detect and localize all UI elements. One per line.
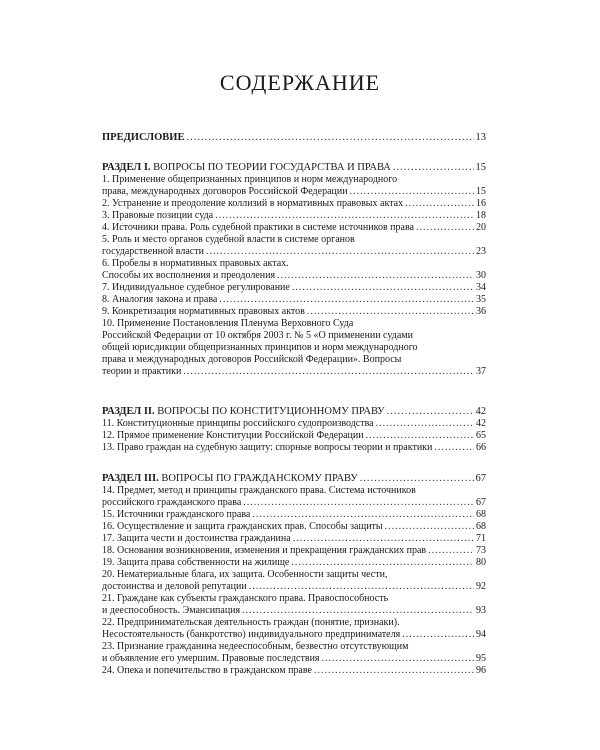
toc-page-number: 68 bbox=[476, 509, 486, 520]
toc-page-number: 23 bbox=[476, 246, 486, 257]
toc-leader bbox=[291, 557, 474, 569]
section-title: ВОПРОСЫ ПО ГРАЖДАНСКОМУ ПРАВУ bbox=[158, 473, 358, 484]
toc-page-number: 42 bbox=[476, 418, 486, 429]
toc-page-number: 95 bbox=[476, 653, 486, 664]
toc-entry[interactable] bbox=[102, 222, 486, 234]
toc-entry-line: 1. Применение общепризнанных принципов и норм международного bbox=[102, 174, 398, 185]
toc-leader bbox=[416, 222, 474, 234]
section-label: РАЗДЕЛ III. bbox=[102, 473, 159, 484]
toc-section-title bbox=[102, 161, 391, 174]
toc-entry[interactable] bbox=[102, 282, 486, 294]
toc-page-number: 67 bbox=[475, 473, 486, 484]
toc-leader bbox=[387, 405, 474, 418]
toc-page-number: 93 bbox=[476, 605, 486, 616]
toc-entry-title: Способы их восполнения и преодоления bbox=[102, 270, 276, 281]
toc-entry-line: 23. Признание гражданина недееспособным, безвестно отсутствующим bbox=[102, 641, 409, 652]
toc-section-1 bbox=[102, 161, 486, 378]
toc-entry-line: Российской Федерации от 10 октября 2003 г. № 5 «О применении судами bbox=[102, 330, 413, 341]
toc-leader bbox=[428, 545, 474, 557]
toc-entry-title: государственной власти bbox=[102, 246, 204, 257]
toc-entry[interactable] bbox=[102, 533, 486, 545]
toc-leader bbox=[307, 306, 474, 318]
toc-leader bbox=[186, 131, 473, 144]
toc-entry-title: 12. Прямое применение Конституции Российской Федерации bbox=[102, 430, 364, 441]
toc-leader bbox=[385, 521, 474, 533]
toc-leader bbox=[252, 509, 474, 521]
toc-page-number: 18 bbox=[476, 210, 486, 221]
toc-page-number: 15 bbox=[475, 162, 486, 173]
toc-section-2 bbox=[102, 405, 486, 454]
toc-entry-title: и объявление его умершим. Правовые последствия bbox=[102, 653, 320, 664]
toc-entry-line: 6. Пробелы в нормативных правовых актах. bbox=[102, 258, 289, 269]
toc-page-number: 13 bbox=[475, 132, 486, 143]
toc-entry-line: 20. Нематериальные блага, их защита. Особенности защиты чести, bbox=[102, 569, 388, 580]
toc-section-title bbox=[102, 472, 358, 485]
toc-entry-title: 9. Конкретизация нормативных правовых актов bbox=[102, 306, 305, 317]
toc-leader bbox=[292, 282, 474, 294]
toc-entry-title: 3. Правовые позиции суда bbox=[102, 210, 214, 221]
toc-entry[interactable] bbox=[102, 246, 486, 258]
toc-entry-title: 2. Устранение и преодоление коллизий в нормативных правовых актах bbox=[102, 198, 404, 209]
toc-entry-title: 4. Источники права. Роль судебной практики в системе источников права bbox=[102, 222, 414, 233]
toc-leader bbox=[393, 161, 474, 174]
toc-leader bbox=[405, 198, 474, 210]
toc-entry[interactable] bbox=[102, 306, 486, 318]
toc-leader bbox=[215, 210, 474, 222]
toc-entry-title: и дееспособность. Эмансипация bbox=[102, 605, 241, 616]
toc-leader bbox=[322, 653, 474, 665]
toc-page-number: 94 bbox=[476, 629, 486, 640]
toc-entry[interactable] bbox=[102, 497, 486, 509]
toc-entry[interactable] bbox=[102, 418, 486, 430]
toc-entry-title: 18. Основания возникновения, изменения и прекращения гражданских прав bbox=[102, 545, 427, 556]
toc-entry-title: Несостоятельность (банкротство) индивидуального предпринимателя bbox=[102, 629, 401, 640]
toc-entry-title: права, международных договоров Российской Федерации bbox=[102, 186, 348, 197]
toc-entry-title: ПРЕДИСЛОВИЕ bbox=[102, 132, 185, 143]
toc-leader bbox=[242, 605, 474, 617]
toc-entry-line: 22. Предпринимательская деятельность граждан (понятие, признаки). bbox=[102, 617, 400, 628]
toc-leader bbox=[293, 533, 474, 545]
toc-leader bbox=[206, 246, 474, 258]
toc-leader bbox=[376, 418, 474, 430]
toc-leader bbox=[243, 497, 474, 509]
toc-entry[interactable] bbox=[102, 131, 486, 144]
toc-entry-title: 13. Право граждан на судебную защиту: спорные вопросы теории и практики bbox=[102, 442, 433, 453]
toc-page-number: 37 bbox=[476, 366, 486, 377]
toc-section-heading[interactable] bbox=[102, 405, 486, 418]
toc-entry[interactable] bbox=[102, 270, 486, 282]
toc-page-number: 92 bbox=[476, 581, 486, 592]
toc-entry[interactable] bbox=[102, 509, 486, 521]
toc-preface bbox=[102, 131, 486, 144]
toc-entry-title: 7. Индивидуальное судебное регулирование bbox=[102, 282, 290, 293]
section-label: РАЗДЕЛ I. bbox=[102, 162, 151, 173]
toc-entry-line: 21. Граждане как субъекты гражданского права. Правоспособность bbox=[102, 593, 389, 604]
toc-section-title bbox=[102, 405, 385, 418]
toc-entry-title: 17. Защита чести и достоинства гражданина bbox=[102, 533, 291, 544]
toc-entry[interactable] bbox=[102, 605, 486, 617]
toc-entry-title: 15. Источники гражданского права bbox=[102, 509, 251, 520]
toc-entry[interactable] bbox=[102, 198, 486, 210]
toc-entry[interactable] bbox=[102, 557, 486, 569]
toc-leader bbox=[402, 629, 474, 641]
toc-leader bbox=[350, 186, 474, 198]
toc-entry[interactable] bbox=[102, 629, 486, 641]
toc-page-number: 16 bbox=[476, 198, 486, 209]
section-label: РАЗДЕЛ II. bbox=[102, 406, 155, 417]
toc-leader bbox=[366, 430, 474, 442]
section-title: ВОПРОСЫ ПО КОНСТИТУЦИОННОМУ ПРАВУ bbox=[154, 406, 385, 417]
toc-page-number: 68 bbox=[476, 521, 486, 532]
toc-entry[interactable] bbox=[102, 665, 486, 677]
toc-section-heading[interactable] bbox=[102, 472, 486, 485]
toc-entry-line: 5. Роль и место органов судебной власти в системе органов bbox=[102, 234, 355, 245]
toc-page-number: 67 bbox=[476, 497, 486, 508]
toc-entry-line: права и международных договоров Российской Федерации». Вопросы bbox=[102, 354, 402, 365]
toc-entry-title: 24. Опека и попечительство в гражданском праве bbox=[102, 665, 312, 676]
toc-entry[interactable] bbox=[102, 581, 486, 593]
toc-entry[interactable] bbox=[102, 442, 486, 454]
toc-entry-line: 10. Применение Постановления Пленума Верховного Суда bbox=[102, 318, 354, 329]
toc-entry-title: 11. Конституционные принципы российского судопроизводства bbox=[102, 418, 374, 429]
toc-page-number: 20 bbox=[476, 222, 486, 233]
page-title: СОДЕРЖАНИЕ bbox=[219, 70, 381, 95]
toc-page-number: 30 bbox=[476, 270, 486, 281]
toc-page-number: 80 bbox=[476, 557, 486, 568]
toc-entry[interactable] bbox=[102, 653, 486, 665]
toc-page-number: 66 bbox=[476, 442, 486, 453]
toc-leader bbox=[219, 294, 474, 306]
section-title: ВОПРОСЫ ПО ТЕОРИИ ГОСУДАРСТВА И ПРАВА bbox=[150, 162, 391, 173]
toc-page-number: 15 bbox=[476, 186, 486, 197]
toc-entry[interactable] bbox=[102, 366, 486, 378]
toc-leader bbox=[360, 472, 474, 485]
toc-section-heading[interactable] bbox=[102, 161, 486, 174]
toc-leader bbox=[277, 270, 474, 282]
toc-leader bbox=[249, 581, 474, 593]
toc-leader bbox=[314, 665, 474, 677]
toc-entry[interactable] bbox=[102, 521, 486, 533]
toc-page-number: 71 bbox=[476, 533, 486, 544]
toc-entry[interactable] bbox=[102, 294, 486, 306]
toc-page-number: 36 bbox=[476, 306, 486, 317]
toc-entry-title: теории и практики bbox=[102, 366, 182, 377]
toc-section-3 bbox=[102, 472, 486, 677]
toc-page-number: 73 bbox=[476, 545, 486, 556]
toc-entry[interactable] bbox=[102, 545, 486, 557]
toc-entry-title: российского гражданского права bbox=[102, 497, 242, 508]
toc-entry-title: 8. Аналогия закона и права bbox=[102, 294, 218, 305]
toc-entry-title: 16. Осуществление и защита гражданских прав. Способы защиты bbox=[102, 521, 383, 532]
toc-entry-line: общей юрисдикции общепризнанных принципов и норм международного bbox=[102, 342, 418, 353]
toc-page-number: 96 bbox=[476, 665, 486, 676]
toc-entry-title: 19. Защита права собственности на жилище bbox=[102, 557, 290, 568]
toc-page-number: 35 bbox=[476, 294, 486, 305]
toc-leader bbox=[183, 366, 474, 378]
toc-entry-title: достоинства и деловой репутации bbox=[102, 581, 247, 592]
toc-page-number: 34 bbox=[476, 282, 486, 293]
toc-entry[interactable] bbox=[102, 186, 486, 198]
toc-entry[interactable] bbox=[102, 430, 486, 442]
toc-leader bbox=[434, 442, 474, 454]
toc-page-number: 42 bbox=[475, 406, 486, 417]
toc-entry-line: 14. Предмет, метод и принципы гражданского права. Система источников bbox=[102, 485, 416, 496]
toc-entry[interactable] bbox=[102, 210, 486, 222]
toc-page-number: 65 bbox=[476, 430, 486, 441]
